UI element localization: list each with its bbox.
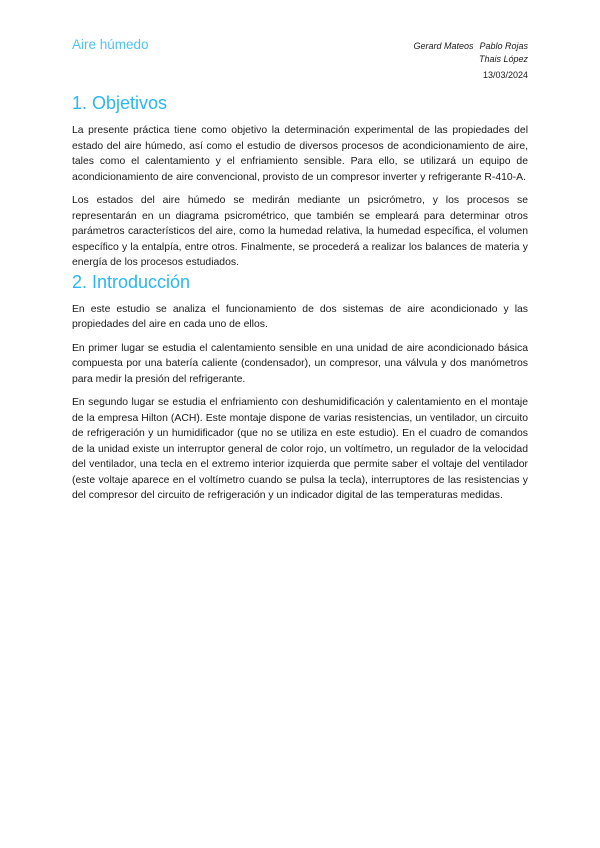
paragraph: Los estados del aire húmedo se medirán mediante un psicrómetro, y los procesos se representarán en un diagrama psicrométrico, que también se empleará para determinar otros parámetros característicos del aire, como la humedad relativa, la humedad específica, el volumen específico y la entalpía, entre otros. Finalmente, se procederá a realizar los balances de materia y energía de los procesos estudiados. [72,195,528,268]
paragraph: En primer lugar se estudia el calentamiento sensible en una unidad de aire acondicionado básica compuesta por una batería caliente (condensador), un compresor, una válvula y dos manómetros para medir la presión del refrigerante. [72,342,528,385]
section-heading-objetivos: 1. Objetivos [72,93,168,113]
paragraph: En este estudio se analiza el funcionamiento de dos sistemas de aire acondicionado y las propiedades del aire en cada uno de ellos. [72,303,528,330]
page-header [72,0,528,92]
author-name: Gerard Mateos [413,41,474,51]
authors-block [413,40,528,66]
document-title: Aire húmedo [72,37,149,52]
authors-line-1 [413,40,528,53]
author-name: Pablo Rojas [479,41,528,51]
document-date: 13/03/2024 [482,70,528,80]
author-name: Thais López [478,54,528,64]
paragraph: En segundo lugar se estudia el enfriamiento con deshumidificación y calentamiento en el montaje de la empresa Hilton (ACH). Este montaje dispone de varias resistencias, un ventilador, un circuito de refrigeración y un humidificador (que no se utiliza en este estudio). En el cuadro de comandos de la unidad existe un interruptor general de color rojo, un voltímetro, un regulador de la velocidad del ventilador, una tecla en el extremo interior izquierda que permite saber el voltaje del ventilador (este voltaje aparece en el voltímetro cuando se pulsa la tecla), interruptores de las resistencias y del compresor del circuito de refrigeración y un indicador digital de las temperaturas medidas. [72,397,528,501]
section-heading-introduccion: 2. Introducción [72,271,191,292]
paragraph: La presente práctica tiene como objetivo la determinación experimental de las propiedades del estado del aire húmedo, así como el estudio de diversos procesos de acondicionamiento de aire, tales como el calentamiento y el enfriamiento sensible. Para ello, se utilizará un equipo de acondicionamiento de aire convencional, provisto de un compresor inverter y refrigerante R-410-A. [72,125,528,183]
